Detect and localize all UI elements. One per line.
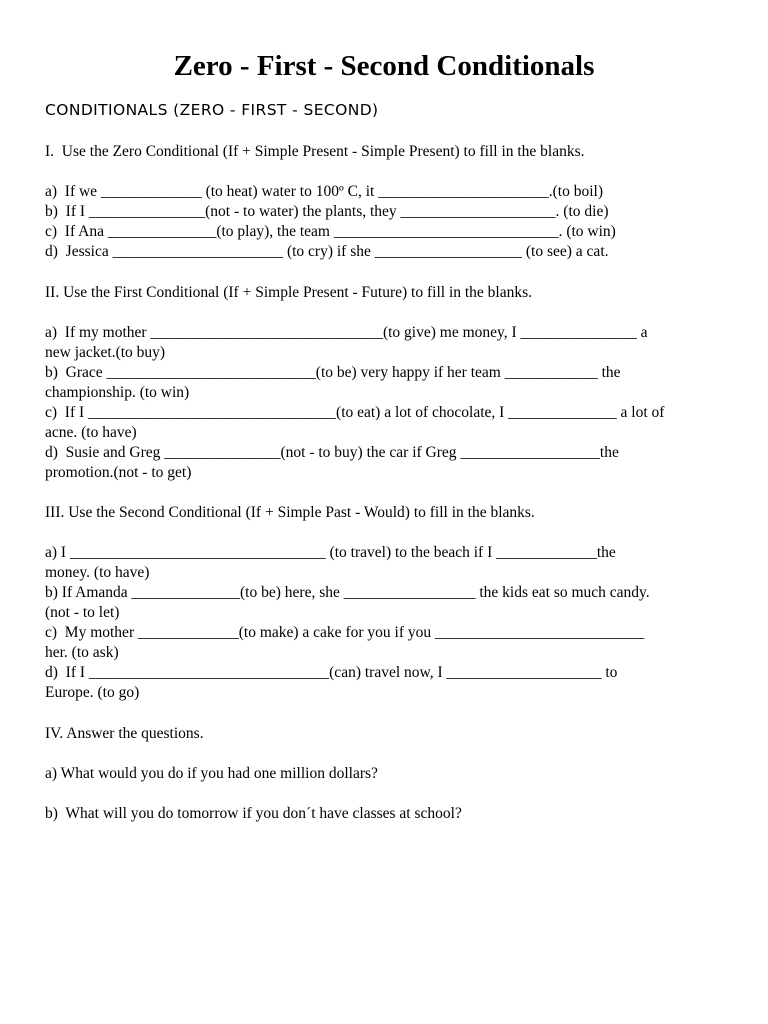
- section-4-question-b: b) What will you do tomorrow if you don´t have classes at school?: [45, 805, 462, 822]
- section-3-item-b: b) If Amanda ______________(to be) here, she _________________ the kids eat so much candy.: [45, 584, 650, 601]
- page-subtitle: CONDITIONALS (ZERO - FIRST - SECOND): [45, 101, 379, 119]
- section-3-instruction: III. Use the Second Conditional (If + Simple Past - Would) to fill in the blanks.: [45, 504, 535, 521]
- section-3-item-c: c) My mother _____________(to make) a cake for you if you ___________________________: [45, 624, 645, 641]
- section-2-item-b-cont: championship. (to win): [45, 384, 190, 401]
- section-3-item-d: d) If I _______________________________(can) travel now, I ____________________ to: [45, 664, 618, 681]
- section-3-item-a: a) I _________________________________ (to travel) to the beach if I _____________the: [45, 544, 616, 561]
- section-3-item-d-cont: Europe. (to go): [45, 684, 140, 701]
- section-2-item-a: a) If my mother ______________________________(to give) me money, I _______________ a: [45, 324, 648, 341]
- section-4-instruction: IV. Answer the questions.: [45, 725, 204, 742]
- page-title: Zero - First - Second Conditionals: [173, 50, 595, 82]
- section-3-item-c-cont: her. (to ask): [45, 644, 119, 661]
- section-2-instruction: II. Use the First Conditional (If + Simple Present - Future) to fill in the blanks.: [45, 284, 533, 301]
- section-1-item-c: c) If Ana ______________(to play), the team _____________________________. (to win): [45, 223, 616, 240]
- section-4-question-a: a) What would you do if you had one million dollars?: [45, 765, 378, 782]
- section-1-instruction: I. Use the Zero Conditional (If + Simple Present - Simple Present) to fill in the blanks.: [45, 143, 585, 160]
- section-2-item-c: c) If I ________________________________(to eat) a lot of chocolate, I ______________ a lot of: [45, 404, 665, 421]
- section-1-item-d: d) Jessica ______________________ (to cry) if she ___________________ (to see) a cat.: [45, 243, 609, 260]
- section-2-item-a-cont: new jacket.(to buy): [45, 344, 166, 361]
- section-2-item-b: b) Grace ___________________________(to be) very happy if her team ____________ the: [45, 364, 621, 381]
- section-3-item-a-cont: money. (to have): [45, 564, 150, 581]
- section-1-item-b: b) If I _______________(not - to water) the plants, they ____________________. (to die): [45, 203, 609, 220]
- section-1-item-a: a) If we _____________ (to heat) water to 100º C, it ______________________.(to boil): [45, 183, 603, 200]
- section-2-item-d: d) Susie and Greg _______________(not - to buy) the car if Greg __________________the: [45, 444, 619, 461]
- section-3-item-b-cont: (not - to let): [45, 604, 120, 621]
- section-2-item-c-cont: acne. (to have): [45, 424, 137, 441]
- section-2-item-d-cont: promotion.(not - to get): [45, 464, 192, 481]
